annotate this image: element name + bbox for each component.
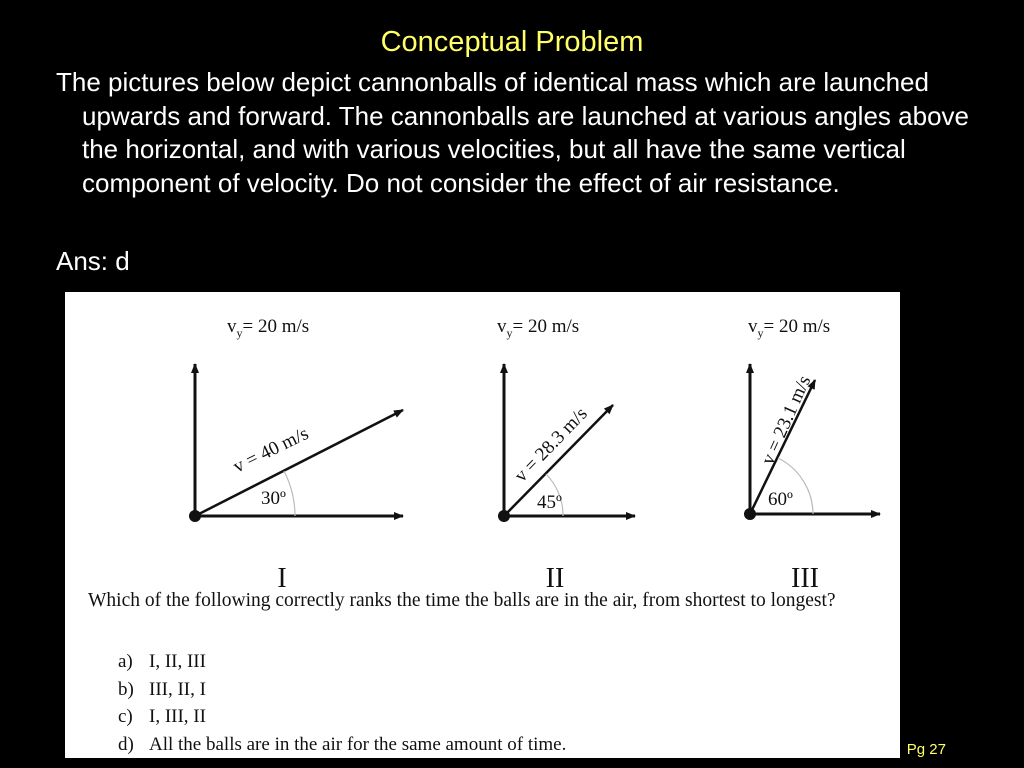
option-c: c) I, III, II (118, 706, 206, 727)
diagram-2 (497, 316, 635, 594)
answer-options (118, 648, 566, 758)
vy-label: $v_y= 20$ m/s (497, 316, 580, 340)
slide-title: Conceptual Problem (380, 26, 644, 58)
option-b: b) III, II, I (118, 678, 206, 700)
cannonball (189, 510, 201, 522)
angle-label: 60º (768, 489, 793, 510)
diagram-numeral: II (545, 563, 565, 594)
option-d: d) All the balls are in the air for the same amount of time. (118, 733, 567, 755)
velocity-label: v = 28.3 m/s (510, 403, 592, 487)
diagram-1 (189, 316, 403, 594)
vy-label: $v_y= 20$ m/s (227, 316, 310, 340)
diagram-numeral: III (791, 563, 819, 594)
diagram-numeral: I (277, 563, 287, 594)
answer-text: Ans: d (56, 246, 130, 276)
vy-label: $v_y= 20$ m/s (748, 316, 831, 340)
page-number: Pg 27 (906, 741, 946, 758)
velocity-label: v = 40 m/s (229, 423, 312, 478)
option-a: a) I, II, III (118, 651, 206, 672)
diagram-3 (744, 316, 880, 594)
cannonball (744, 508, 756, 520)
projectile-figure (65, 292, 900, 758)
problem-statement: The pictures below depict cannonballs of identical mass which are launched upwards and forward. The cannonballs are launched at various angles above the horizontal, and with various velocities, but all have the same vertical component of velocity. Do not consider the effect of air resistance. (56, 67, 969, 198)
velocity-label: v = 23.1 m/s (757, 372, 816, 469)
question-text: Which of the following correctly ranks the time the balls are in the air, from shortest to longest? (88, 590, 836, 611)
angle-label: 45º (537, 492, 562, 513)
cannonball (498, 510, 510, 522)
angle-label: 30º (261, 488, 286, 509)
